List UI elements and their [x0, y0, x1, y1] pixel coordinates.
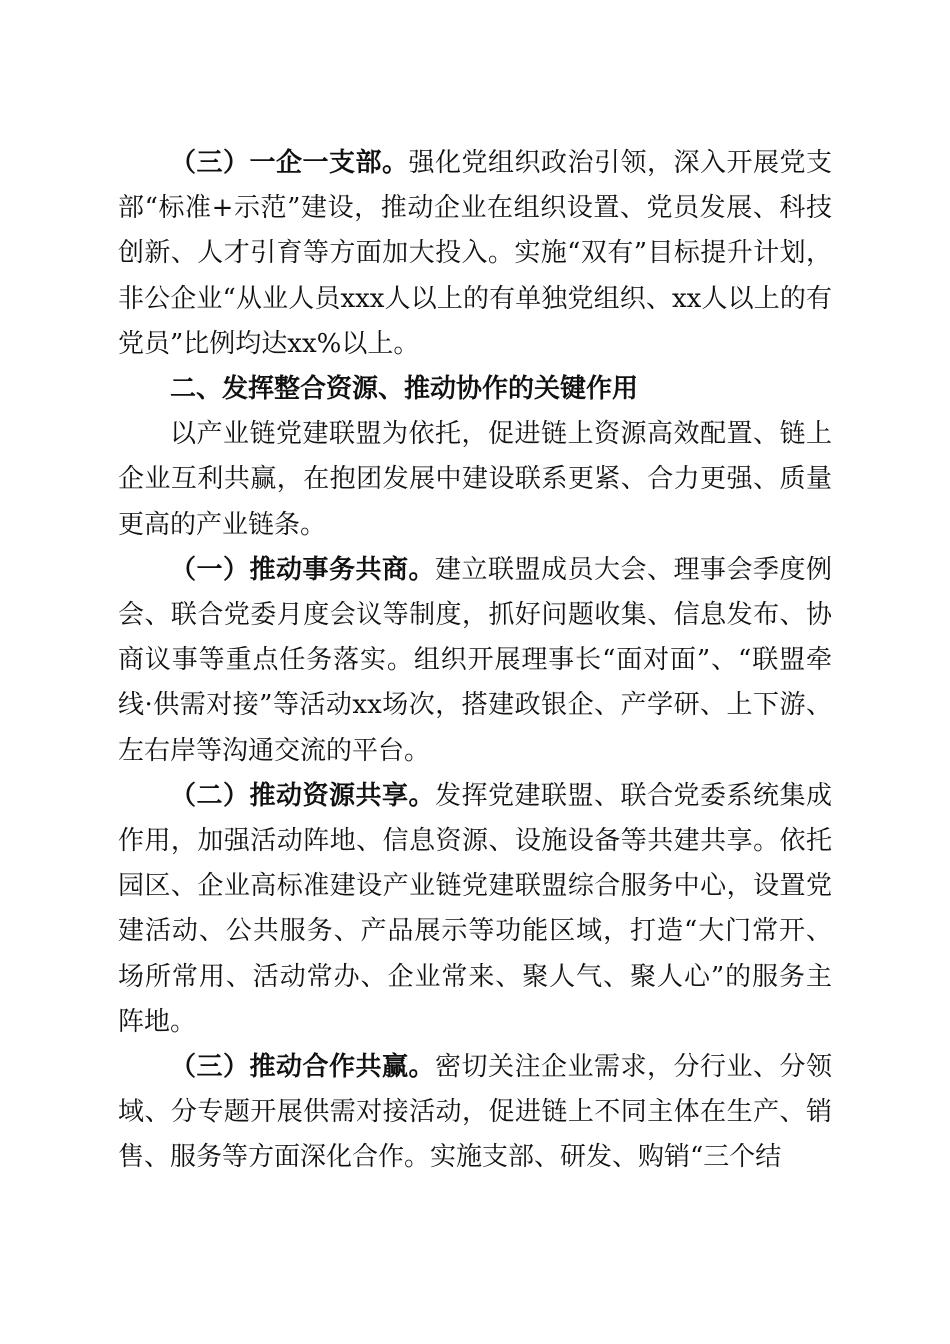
paragraph-text: 密切关注企业需求，分行业、分领域、分专题开展供需对接活动，促进链上不同主体在生产、销售、服务等方面深化合作。实施支部、研发、购销“三个结 — [118, 1052, 832, 1173]
paragraph-lead: （二）推动资源共享。 — [170, 780, 435, 811]
paragraph-text: 以产业链党建联盟为依托，促进链上资源高效配置、链上企业互利共赢，在抱团发展中建设联系更紧、合力更强、质量更高的产业链条。 — [118, 419, 832, 540]
paragraph-affairs-consultation — [118, 548, 832, 774]
paragraph-section-intro — [118, 412, 832, 548]
paragraph-text: 发挥党建联盟、联合党委系统集成作用，加强活动阵地、信息资源、设施设备等共建共享。依托园区、企业高标准建设产业链党建联盟综合服务中心，设置党建活动、公共服务、产品展示等功能区域，打造“大门常开、场所常用、活动常办、企业常来、聚人气、聚人心”的服务主阵地。 — [118, 780, 832, 1037]
paragraph-text: 建立联盟成员大会、理事会季度例会、联合党委月度会议等制度，抓好问题收集、信息发布、协商议事等重点任务落实。组织开展理事长“面对面”、“联盟牵线·供需对接”等活动xx场次，搭建政银企、产学研、上下游、左右岸等沟通交流的平台。 — [118, 554, 832, 766]
paragraph-resource-sharing — [118, 774, 832, 1045]
paragraph-lead: （一）推动事务共商。 — [170, 554, 435, 585]
document-body — [118, 141, 832, 1181]
paragraph-lead: （三）一企一支部。 — [170, 148, 409, 178]
paragraph-lead: （三）推动合作共赢。 — [170, 1052, 435, 1083]
section-heading-2: 二、发挥整合资源、推动协作的关键作用 — [170, 374, 639, 405]
paragraph-one-enterprise-one-branch — [118, 141, 832, 367]
paragraph-cooperation-win-win — [118, 1045, 832, 1181]
paragraph-text: 强化党组织政治引领，深入开展党支部“标准+示范”建设，推动企业在组织设置、党员发展、科技创新、人才引育等方面加大投入。实施“双有”目标提升计划，非公企业“从业人员xxx人以上的有单独党组织、xx人以上的有党员”比例均达xx%以上。 — [118, 148, 832, 359]
